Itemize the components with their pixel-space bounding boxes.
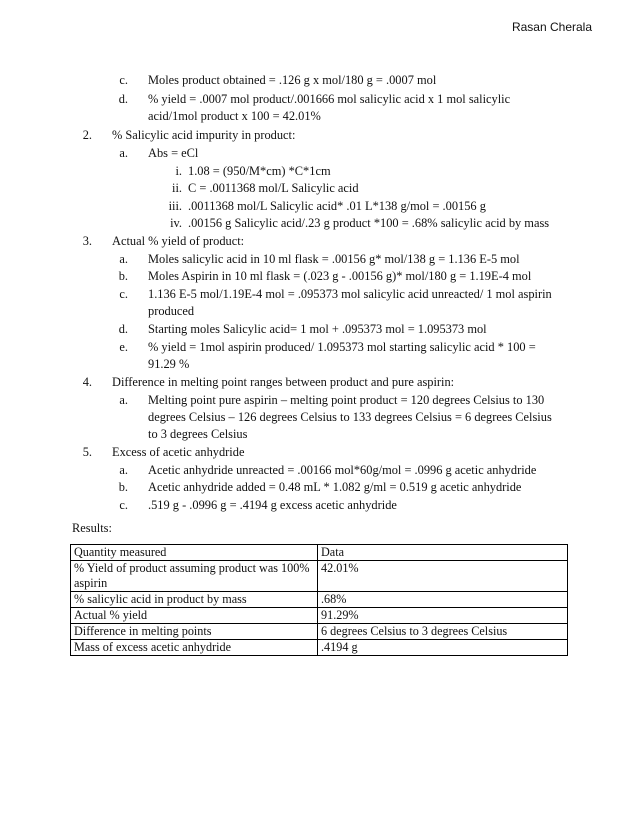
text-line: Starting moles Salicylic acid= 1 mol + .095373 mol = 1.095373 mol bbox=[148, 322, 487, 336]
text-line: acid/1mol product x 100 = 42.01% bbox=[148, 109, 321, 123]
item-label: 2. bbox=[82, 128, 92, 142]
table-row bbox=[71, 624, 568, 640]
text-line: 91.29 % bbox=[148, 357, 190, 371]
text-line: Acetic anhydride added = 0.48 mL * 1.082 g/ml = 0.519 g acetic anhydride bbox=[148, 480, 522, 494]
item-label: iv. bbox=[170, 216, 182, 230]
item-label: c. bbox=[119, 498, 128, 512]
text-line: % yield = 1mol aspirin produced/ 1.095373 mol starting salicylic acid * 100 = bbox=[148, 340, 536, 354]
text-line: Moles product obtained = .126 g x mol/180 g = .0007 mol bbox=[148, 73, 437, 87]
column-header: Quantity measured bbox=[71, 545, 318, 561]
item-label: ii. bbox=[172, 181, 182, 195]
item-label: c. bbox=[119, 73, 128, 87]
text-line: .0011368 mol/L Salicylic acid* .01 L*138 g/mol = .00156 g bbox=[188, 199, 486, 213]
table-cell: Actual % yield bbox=[71, 608, 318, 624]
text-line: Moles Aspirin in 10 ml flask = (.023 g - .00156 g)* mol/180 g = 1.19E-4 mol bbox=[148, 269, 532, 283]
text-line: C = .0011368 mol/L Salicylic acid bbox=[188, 181, 359, 195]
item-label: a. bbox=[119, 252, 128, 266]
text-line: produced bbox=[148, 304, 195, 318]
text-line: .519 g - .0996 g = .4194 g excess acetic anhydride bbox=[148, 498, 397, 512]
item-label: 5. bbox=[82, 445, 92, 459]
table-header-row bbox=[71, 545, 568, 561]
text-line: Acetic anhydride unreacted = .00166 mol*60g/mol = .0996 g acetic anhydride bbox=[148, 463, 537, 477]
column-header: Data bbox=[318, 545, 568, 561]
item-label: a. bbox=[119, 393, 128, 407]
table-cell: 91.29% bbox=[318, 608, 568, 624]
section-heading: % Salicylic acid impurity in product: bbox=[112, 128, 296, 142]
text-line: degrees Celsius – 126 degrees Celsius to 133 degrees Celsius = 6 degrees Celsius bbox=[148, 410, 552, 424]
results-title: Results: bbox=[72, 521, 112, 535]
text-line: 1.136 E-5 mol/1.19E-4 mol = .095373 mol salicylic acid unreacted/ 1 mol aspirin bbox=[148, 287, 552, 301]
table-row bbox=[71, 640, 568, 656]
text-line: Moles salicylic acid in 10 ml flask = .00156 g* mol/138 g = 1.136 E-5 mol bbox=[148, 252, 520, 266]
item-label: d. bbox=[118, 92, 128, 106]
text-line: Abs = eCl bbox=[148, 146, 199, 160]
table-row bbox=[71, 561, 568, 592]
table-cell: .4194 g bbox=[318, 640, 568, 656]
table-row bbox=[71, 608, 568, 624]
item-label: e. bbox=[119, 340, 128, 354]
table-cell: Mass of excess acetic anhydride bbox=[71, 640, 318, 656]
section-heading: Difference in melting point ranges between product and pure aspirin: bbox=[112, 375, 455, 389]
page-header-author: Rasan Cherala bbox=[511, 20, 592, 34]
table-cell: 6 degrees Celsius to 3 degrees Celsius bbox=[318, 624, 568, 640]
item-label: iii. bbox=[168, 199, 182, 213]
text-line: % yield = .0007 mol product/.001666 mol salicylic acid x 1 mol salicylic bbox=[148, 92, 511, 106]
table-cell: Difference in melting points bbox=[71, 624, 318, 640]
section-heading: Excess of acetic anhydride bbox=[112, 445, 245, 459]
section-heading: Actual % yield of product: bbox=[112, 234, 245, 248]
item-label: a. bbox=[119, 146, 128, 160]
item-label: b. bbox=[118, 269, 128, 283]
item-label: a. bbox=[119, 463, 128, 477]
table-cell: 42.01% bbox=[318, 561, 568, 592]
table-cell: % salicylic acid in product by mass bbox=[71, 592, 318, 608]
table-row bbox=[71, 592, 568, 608]
item-label: 4. bbox=[82, 375, 92, 389]
table-cell: % Yield of product assuming product was 100% aspirin bbox=[71, 561, 318, 592]
item-label: d. bbox=[118, 322, 128, 336]
item-label: b. bbox=[118, 480, 128, 494]
item-label: i. bbox=[175, 164, 182, 178]
table-cell: .68% bbox=[318, 592, 568, 608]
item-label: c. bbox=[119, 287, 128, 301]
text-line: to 3 degrees Celsius bbox=[148, 427, 248, 441]
results-table bbox=[70, 544, 568, 656]
text-line: 1.08 = (950/M*cm) *C*1cm bbox=[188, 164, 331, 178]
text-line: Melting point pure aspirin – melting point product = 120 degrees Celsius to 130 bbox=[148, 393, 545, 407]
item-label: 3. bbox=[82, 234, 92, 248]
text-line: .00156 g Salicylic acid/.23 g product *100 = .68% salicylic acid by mass bbox=[188, 216, 550, 230]
